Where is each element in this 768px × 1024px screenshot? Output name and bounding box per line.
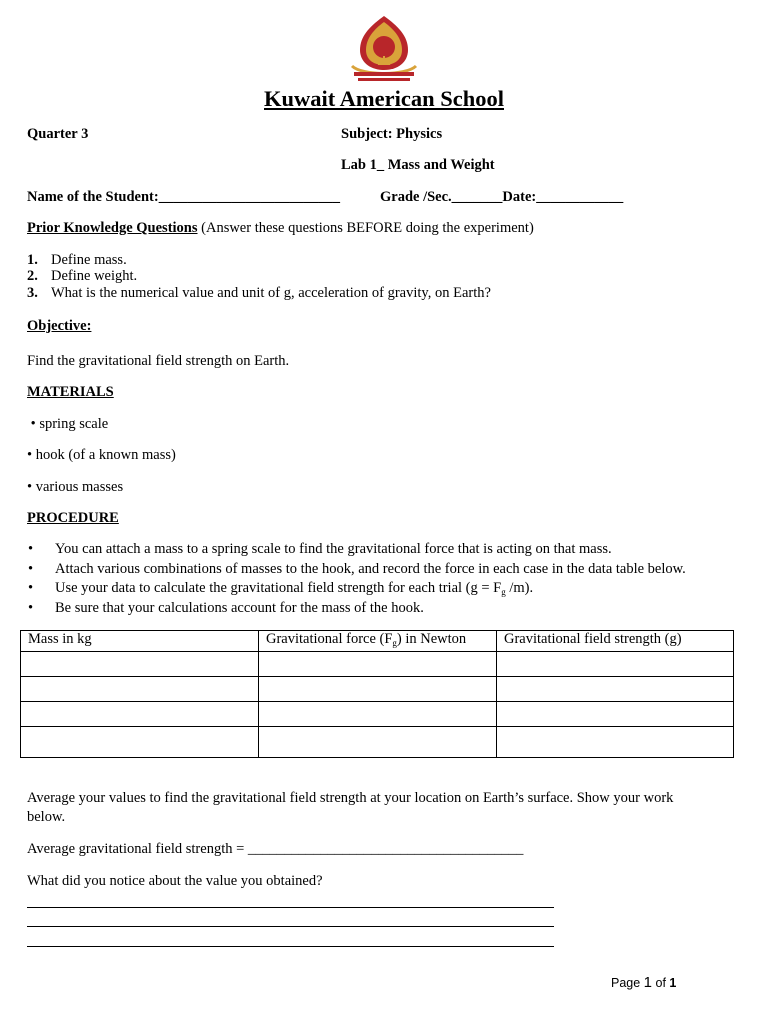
force-header-before: Gravitational force (F bbox=[266, 631, 393, 647]
table-cell[interactable] bbox=[259, 652, 497, 677]
student-name-field[interactable]: Name of the Student:_________________________ bbox=[27, 189, 340, 205]
procedure-step: Be sure that your calculations account for the mass of the hook. bbox=[55, 600, 424, 616]
bullet-icon: • bbox=[28, 561, 34, 577]
prior-knowledge-heading: Prior Knowledge Questions bbox=[27, 220, 198, 236]
bullet-icon: • bbox=[28, 541, 34, 557]
table-cell[interactable] bbox=[259, 702, 497, 727]
grade-date-field[interactable]: Grade /Sec._______Date:____________ bbox=[380, 189, 624, 205]
of-word: of bbox=[652, 976, 670, 990]
question-text: What is the numerical value and unit of g, acceleration of gravity, on Earth? bbox=[51, 285, 491, 301]
step-text-after: /m). bbox=[505, 580, 534, 596]
table-cell[interactable] bbox=[259, 727, 497, 758]
prior-knowledge-note: (Answer these questions BEFORE doing the experiment) bbox=[197, 220, 534, 236]
answer-line[interactable] bbox=[27, 926, 554, 927]
question-number: 2. bbox=[27, 268, 38, 284]
current-page: 1 bbox=[643, 974, 653, 991]
question-item bbox=[27, 268, 38, 285]
table-cell[interactable] bbox=[497, 702, 734, 727]
bullet-icon: • bbox=[28, 580, 34, 596]
school-title: Kuwait American School bbox=[264, 86, 504, 111]
table-row bbox=[21, 702, 734, 727]
question-number: 3. bbox=[27, 285, 38, 301]
materials-heading: MATERIALS bbox=[27, 384, 114, 400]
procedure-step: Attach various combinations of masses to the hook, and record the force in each case in the data table below. bbox=[55, 561, 686, 577]
page-number-footer bbox=[611, 974, 676, 991]
answer-line[interactable] bbox=[27, 907, 554, 908]
objective-heading: Objective: bbox=[27, 318, 92, 334]
page-word: Page bbox=[611, 976, 644, 990]
subject-label: Subject: Physics bbox=[341, 126, 443, 142]
material-item: • various masses bbox=[27, 479, 124, 495]
procedure-step bbox=[55, 580, 533, 597]
total-pages: 1 bbox=[669, 976, 677, 990]
column-header-field-strength: Gravitational field strength (g) bbox=[497, 631, 734, 652]
column-header-mass: Mass in kg bbox=[21, 631, 259, 652]
question-item bbox=[27, 252, 38, 269]
question-text: Define mass. bbox=[51, 252, 127, 268]
column-header-force bbox=[259, 631, 497, 652]
table-header-row bbox=[21, 631, 734, 652]
table-cell[interactable] bbox=[21, 702, 259, 727]
table-cell[interactable] bbox=[21, 652, 259, 677]
table-cell[interactable] bbox=[259, 677, 497, 702]
average-field[interactable]: Average gravitational field strength = ______________________________________ bbox=[27, 841, 524, 857]
step-text-before: Use your data to calculate the gravitational field strength for each trial (g = F bbox=[55, 580, 502, 596]
observation-question: What did you notice about the value you obtained? bbox=[27, 873, 323, 889]
average-instruction: Average your values to find the gravitational field strength at your location on Earth’s surface. Show your work bbox=[27, 790, 674, 806]
table-cell[interactable] bbox=[21, 727, 259, 758]
question-number: 1. bbox=[27, 252, 38, 268]
table-cell[interactable] bbox=[497, 652, 734, 677]
procedure-step: You can attach a mass to a spring scale to find the gravitational force that is acting on that mass. bbox=[55, 541, 612, 557]
answer-line[interactable] bbox=[27, 946, 554, 947]
step-subscript: g bbox=[501, 587, 506, 597]
table-cell[interactable] bbox=[21, 677, 259, 702]
force-header-subscript: g bbox=[392, 638, 397, 648]
table-row bbox=[21, 677, 734, 702]
table-cell[interactable] bbox=[497, 677, 734, 702]
average-instruction-continued: below. bbox=[27, 809, 66, 825]
school-logo bbox=[340, 14, 428, 86]
force-header-after: ) in Newton bbox=[396, 631, 467, 647]
question-item bbox=[27, 285, 38, 302]
table-row bbox=[21, 727, 734, 758]
prior-knowledge-header bbox=[27, 220, 534, 237]
bullet-icon: • bbox=[28, 600, 34, 616]
data-table bbox=[20, 630, 734, 758]
quarter-label: Quarter 3 bbox=[27, 126, 89, 142]
table-row bbox=[21, 652, 734, 677]
lab-title: Lab 1_ Mass and Weight bbox=[341, 157, 495, 173]
question-text: Define weight. bbox=[51, 268, 138, 284]
material-item: • hook (of a known mass) bbox=[27, 447, 176, 463]
table-cell[interactable] bbox=[497, 727, 734, 758]
material-item: • spring scale bbox=[27, 416, 109, 432]
objective-text: Find the gravitational field strength on Earth. bbox=[27, 353, 290, 369]
procedure-heading: PROCEDURE bbox=[27, 510, 119, 526]
